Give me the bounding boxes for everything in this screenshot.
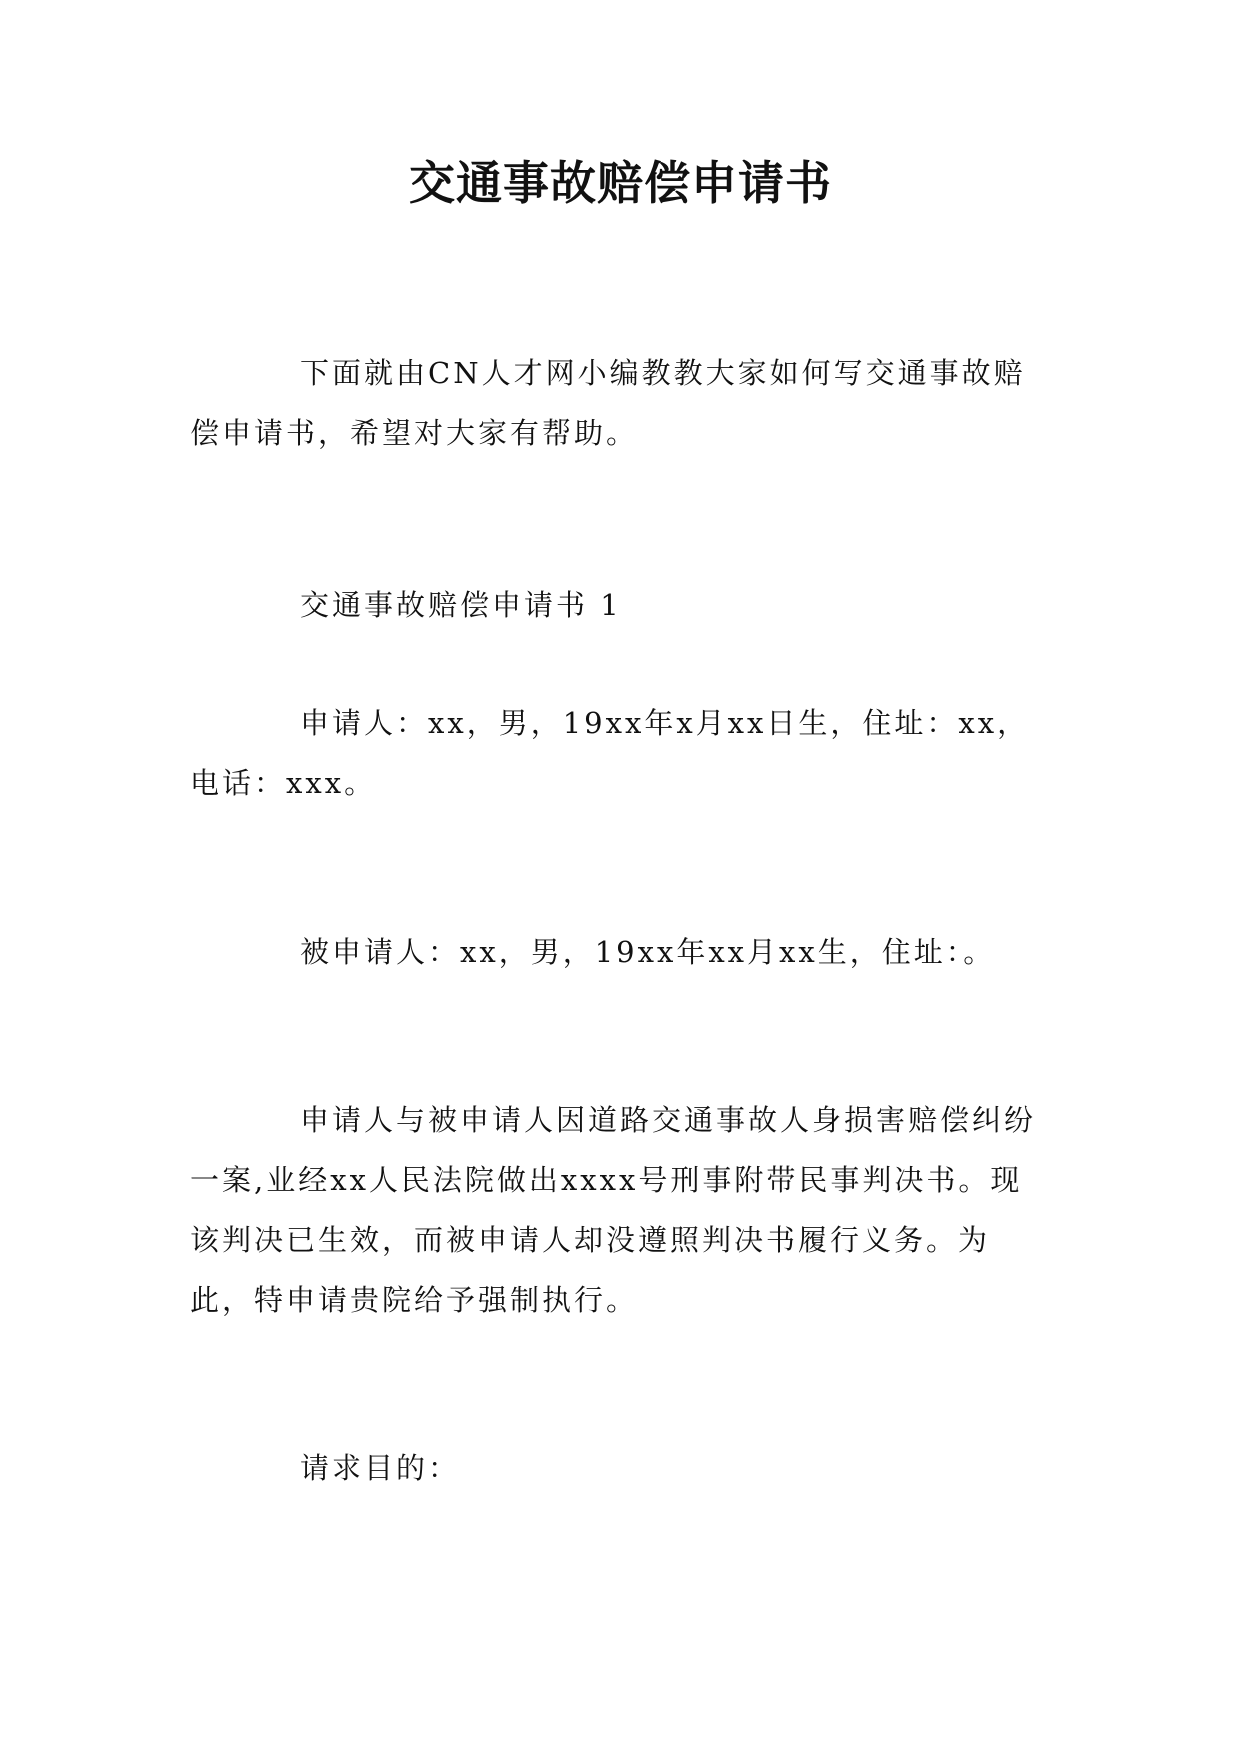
section-heading: 交通事故赔偿申请书 1: [300, 588, 622, 622]
case-body-paragraph: 申请人与被申请人因道路交通事故人身损害赔偿纠纷一案,业经xx人民法院做出xxxx号刑事附带民事判决书。现该判决已生效，而被申请人却没遵照判决书履行义务。为此，特申请贵院给予强制执行。: [190, 1103, 1037, 1317]
applicant-paragraph: 申请人：xx，男，19xx年x月xx日生，住址：xx，电话：xxx。: [190, 706, 1030, 800]
purpose-paragraph: 请求目的：: [300, 1451, 461, 1485]
respondent-paragraph: 被申请人：xx，男，19xx年xx月xx生，住址：。: [300, 935, 996, 969]
document-title: 交通事故赔偿申请书: [409, 156, 832, 210]
intro-paragraph: 下面就由CN人才网小编教教大家如何写交通事故赔偿申请书，希望对大家有帮助。: [190, 356, 1026, 450]
